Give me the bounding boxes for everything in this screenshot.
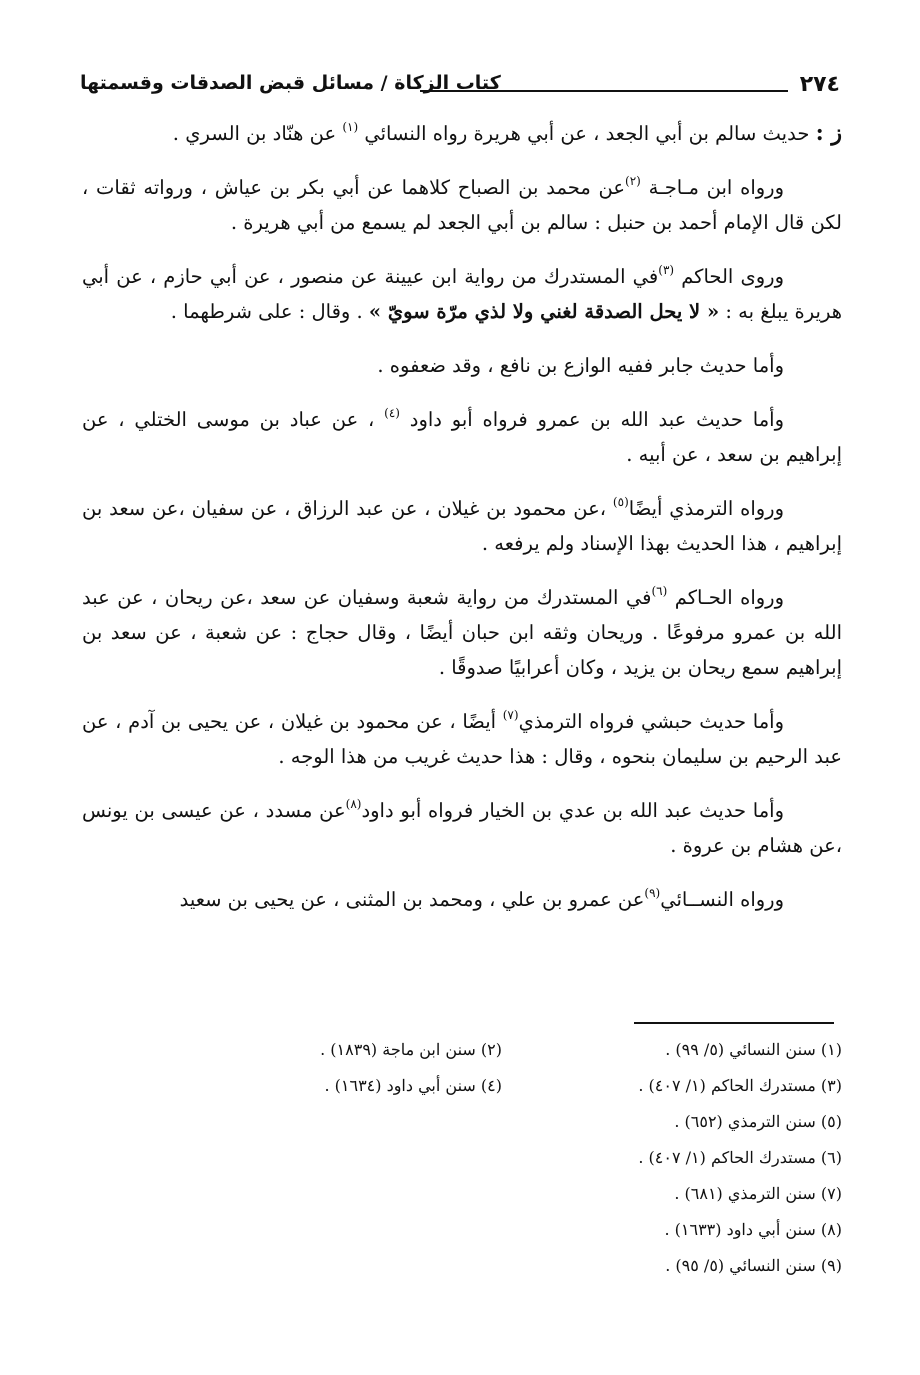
paragraph-text: حديث سالم بن أبي الجعد ، عن أبي هريرة رواه النسائي (358, 122, 816, 145)
paragraph-text: وروى الحاكم (674, 265, 784, 288)
paragraph-text: وأما حديث حبشي فرواه الترمذي (518, 710, 785, 733)
paragraph (82, 348, 842, 383)
paragraph-text: أيضًا ، عن محمود بن غيلان ، عن يحيى بن آدم ، عن عبد الرحيم بن سليمان بنحوه ، وقال : هذا حديث غريب من هذا الوجه . (82, 710, 842, 768)
footnote: (٣) مستدرك الحاكم (١/ ٤٠٧) . (638, 1076, 842, 1095)
page-number: ٢٧٤ (799, 72, 840, 97)
paragraph (82, 259, 842, 329)
paragraph-text: . وقال : على شرطهما . (170, 300, 369, 323)
paragraph (82, 116, 842, 151)
paragraph (82, 882, 842, 917)
paragraph-text: ورواه النســائي (660, 888, 784, 911)
paragraph (82, 402, 842, 472)
paragraph-text: ،عن محمود بن غيلان ، عن عبد الرزاق ، عن سفيان ،عن سعد بن إبراهيم ، هذا الحديث بهذا الإسناد ولم يرفعه . (82, 497, 842, 555)
paragraph-text: ، عن عباد بن موسى الختلي ، عن إبراهيم بن سعد ، عن أبيه . (82, 408, 842, 466)
footnote: (١) سنن النسائي (٥/ ٩٩) . (665, 1040, 842, 1059)
footnote-ref: (٣) (658, 263, 675, 277)
footnote-ref: (٨) (345, 797, 362, 811)
hadith-quote: « لا يحل الصدقة لغني ولا لذي مرّة سويّ » (368, 300, 720, 323)
footnote: (٦) مستدرك الحاكم (١/ ٤٠٧) . (638, 1148, 842, 1167)
paragraph-text: في المستدرك من رواية شعبة وسفيان عن سعد ،عن ريحان ، عن عبد الله بن عمرو مرفوعًا . وريحان وثقه ابن حبان أيضًا ، وقال حجاج : عن شعبة ، عن سعد بن إبراهيم سمع ريحان بن يزيد ، وكان أعرابيًا صدوقًا . (82, 586, 842, 679)
paragraph-text: عن هنّاد بن السري . (172, 122, 343, 145)
footnote-ref: (٦) (651, 584, 668, 598)
paragraph (82, 793, 842, 863)
paragraph-text: عن محمد بن الصباح كلاهما عن أبي بكر بن عياش ، ورواته ثقات ، لكن قال الإمام أحمد بن حنبل : سالم بن أبي الجعد لم يسمع من أبي هريرة . (82, 176, 842, 234)
footnote: (٤) سنن أبي داود (١٦٣٤) . (324, 1076, 502, 1095)
running-title: كتاب الزكاة / مسائل قبض الصدقات وقسمتها (80, 72, 501, 94)
paragraph (82, 170, 842, 240)
footnote-ref: (١) (342, 120, 359, 134)
paragraph-text: وأما حديث جابر ففيه الوازع بن نافع ، وقد ضعفوه . (377, 354, 784, 377)
paragraph-text: ورواه الترمذي أيضًا (628, 497, 784, 520)
paragraph-text: في المستدرك من رواية ابن عيينة عن منصور ، عن أبي حازم ، عن أبي هريرة يبلغ به : (82, 265, 842, 323)
paragraph-text: ورواه ابن مـاجـة (640, 176, 784, 199)
paragraph-text: عن عمرو بن علي ، ومحمد بن المثنى ، عن يحيى بن سعيد (179, 888, 645, 911)
paragraph (82, 704, 842, 774)
paragraph-text: عن مسدد ، عن عيسى بن يونس ،عن هشام بن عروة . (82, 799, 842, 857)
paragraph-text: ورواه الحـاكم (667, 586, 784, 609)
footnote-ref: (٢) (625, 174, 641, 188)
footnote-ref: (٤) (384, 406, 400, 420)
section-letter: ز : (815, 120, 842, 146)
footnote-ref: (٥) (612, 495, 629, 509)
footnote: (٢) سنن ابن ماجة (١٨٣٩) . (320, 1040, 502, 1059)
footnote: (٧) سنن الترمذي (٦٨١) . (674, 1184, 842, 1203)
running-header (80, 68, 840, 108)
footnote: (٥) سنن الترمذي (٦٥٢) . (674, 1112, 842, 1131)
footnote-ref: (٩) (644, 886, 661, 900)
paragraph (82, 580, 842, 685)
footnote: (٩) سنن النسائي (٥/ ٩٥) . (665, 1256, 842, 1275)
footnote: (٨) سنن أبي داود (١٦٣٣) . (664, 1220, 842, 1239)
footnote-separator (634, 1022, 834, 1024)
paragraph-text: وأما حديث عبد الله بن عدي بن الخيار فرواه أبو داود (361, 799, 784, 822)
paragraph (82, 491, 842, 561)
footnote-ref: (٧) (502, 708, 519, 722)
main-text (82, 116, 842, 936)
paragraph-text: وأما حديث عبد الله بن عمرو فرواه أبو داود (399, 408, 784, 431)
